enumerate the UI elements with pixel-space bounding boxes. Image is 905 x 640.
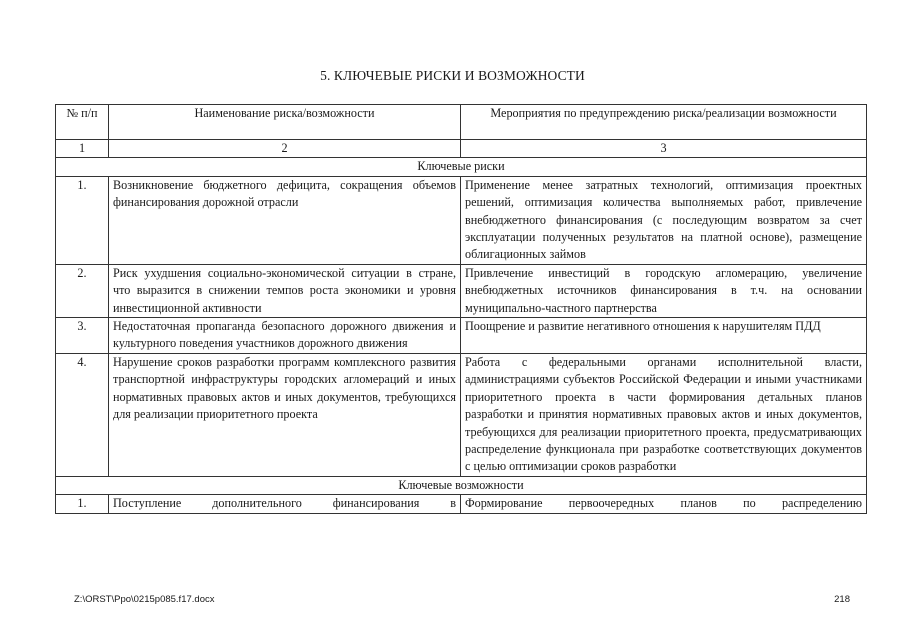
- risks-table: [55, 104, 867, 514]
- risk-name: Нарушение сроков разработки программ комплексного развития транспортной инфраструктуры городских агломераций и иных нормативных правовых актов и иных документов, требующихся для реализации приоритетного проекта: [109, 353, 461, 476]
- row-number: 1.: [56, 495, 109, 513]
- section-label-opportunities: Ключевые возможности: [56, 476, 867, 494]
- footer-file-path: Z:\ORST\Ppo\0215p085.f17.docx: [74, 594, 215, 605]
- row-number: 4.: [56, 353, 109, 476]
- column-number: 2: [109, 140, 461, 158]
- row-number: 2.: [56, 264, 109, 317]
- row-number: 1.: [56, 176, 109, 264]
- risk-name: Риск ухудшения социально-экономической ситуации в стране, что выразится в снижении темпов роста экономики и уровня инвестиционной активности: [109, 264, 461, 317]
- table-row: [56, 264, 867, 317]
- opportunity-name: Поступление дополнительного финансирования в: [109, 495, 461, 513]
- risk-measures: Применение менее затратных технологий, оптимизация проектных решений, оптимизация количества выполняемых работ, привлечение внебюджетного финансирования (с последующим возвратом за счет эксплуатации полученных результатов на платной основе), размещение облигационных займов: [461, 176, 867, 264]
- risk-name: Возникновение бюджетного дефицита, сокращения объемов финансирования дорожной отрасли: [109, 176, 461, 264]
- header-number: № п/п: [56, 105, 109, 140]
- column-number: 1: [56, 140, 109, 158]
- table-header-row: [56, 105, 867, 140]
- table-row: [56, 176, 867, 264]
- footer-page-number: 218: [834, 594, 850, 605]
- opportunity-measures: Формирование первоочередных планов по распределению: [461, 495, 867, 513]
- section-row-risks: [56, 158, 867, 176]
- section-row-opportunities: [56, 476, 867, 494]
- column-number: 3: [461, 140, 867, 158]
- risk-name: Недостаточная пропаганда безопасного дорожного движения и культурного поведения участников дорожного движения: [109, 318, 461, 354]
- table-row: [56, 353, 867, 476]
- row-number: 3.: [56, 318, 109, 354]
- header-measures: Мероприятия по предупреждению риска/реализации возможности: [461, 105, 867, 140]
- column-number-row: [56, 140, 867, 158]
- risk-measures: Работа с федеральными органами исполнительной власти, администрациями субъектов Российской Федерации и иными участниками приоритетного проекта в части формирования детальных планов разработки и принятия нормативных правовых актов и иных документов, требующихся для реализации приоритетного проекта, предусматривающих распределение функционала при разработке соответствующих документов с целью оптимизации сроков разработки: [461, 353, 867, 476]
- risk-measures: Привлечение инвестиций в городскую агломерацию, увеличение внебюджетных источников финансирования в т.ч. на основании муниципально-частного партнерства: [461, 264, 867, 317]
- table-row: [56, 318, 867, 354]
- risk-measures: Поощрение и развитие негативного отношения к нарушителям ПДД: [461, 318, 867, 354]
- section-title: 5. КЛЮЧЕВЫЕ РИСКИ И ВОЗМОЖНОСТИ: [320, 68, 585, 83]
- table-row: [56, 495, 867, 513]
- header-name: Наименование риска/возможности: [109, 105, 461, 140]
- section-label-risks: Ключевые риски: [56, 158, 867, 176]
